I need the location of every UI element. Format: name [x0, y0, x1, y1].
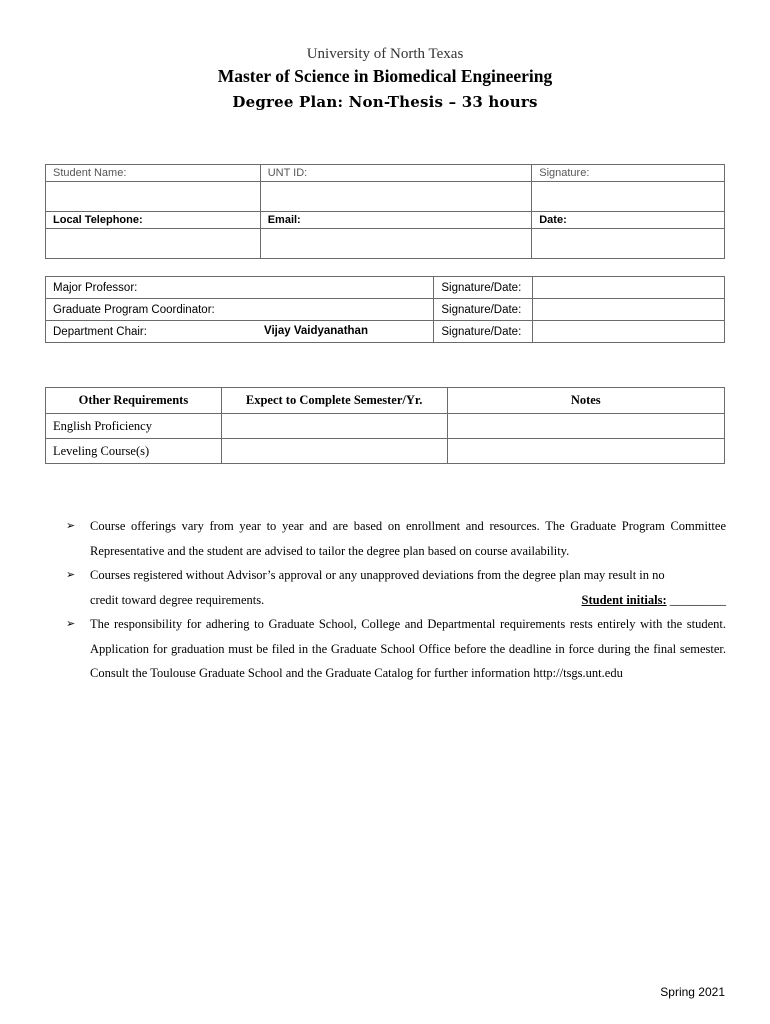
department-chair-label: Department Chair:	[53, 325, 147, 338]
approval-row	[46, 277, 725, 299]
local-telephone-label: Local Telephone:	[46, 212, 261, 229]
expect-to-complete-header: Expect to Complete Semester/Yr.	[221, 388, 447, 414]
university-name: University of North Texas	[306, 46, 464, 62]
student-initials-label: Student initials:	[581, 592, 667, 607]
arrow-bullet-icon: ➢	[66, 617, 76, 630]
local-telephone-field[interactable]	[46, 229, 261, 259]
unt-id-field[interactable]	[260, 182, 532, 212]
note-advisor-approval-cont: credit toward degree requirements.	[90, 592, 265, 607]
signature-field[interactable]	[532, 182, 725, 212]
table-row	[46, 414, 725, 439]
list-item	[66, 514, 726, 563]
other-requirements-header: Other Requirements	[46, 388, 222, 414]
email-field[interactable]	[260, 229, 532, 259]
department-chair-name: Vijay Vaidyanathan	[264, 325, 368, 337]
student-info-table	[45, 164, 725, 259]
leveling-courses-notes-field[interactable]	[447, 439, 725, 464]
signature-date-label: Signature/Date:	[434, 321, 533, 343]
list-item	[66, 612, 726, 686]
major-professor-signature-field[interactable]	[533, 277, 725, 299]
major-professor-cell	[46, 277, 434, 299]
note-responsibility: The responsibility for adhering to Graduate School, College and Departmental requirements rests entirely with the student. Application for graduation must be filed in the Graduate School Office before the deadline in force during the final semester. Consult the Toulouse Graduate School and the Graduate Catalog for further information http://tsgs.unt.edu	[90, 617, 726, 680]
department-chair-signature-field[interactable]	[533, 321, 725, 343]
leveling-courses-label: Leveling Course(s)	[46, 439, 222, 464]
arrow-bullet-icon: ➢	[66, 519, 76, 532]
signature-date-label: Signature/Date:	[434, 277, 533, 299]
department-chair-cell	[46, 321, 434, 343]
note-advisor-approval: Courses registered without Advisor’s approval or any unapproved deviations from the degree plan may result in no	[90, 568, 665, 582]
student-name-field[interactable]	[46, 182, 261, 212]
unt-id-label: UNT ID:	[260, 165, 532, 182]
date-field[interactable]	[532, 229, 725, 259]
graduate-program-coordinator-label: Graduate Program Coordinator:	[53, 303, 215, 316]
approvals-table	[45, 276, 725, 343]
footer-term: Spring 2021	[660, 985, 725, 999]
email-label: Email:	[260, 212, 532, 229]
coordinator-cell	[46, 299, 434, 321]
leveling-courses-semester-field[interactable]	[221, 439, 447, 464]
arrow-bullet-icon: ➢	[66, 568, 76, 581]
english-proficiency-label: English Proficiency	[46, 414, 222, 439]
table-row	[46, 439, 725, 464]
notes-header: Notes	[447, 388, 725, 414]
english-proficiency-notes-field[interactable]	[447, 414, 725, 439]
signature-label: Signature:	[532, 165, 725, 182]
degree-title: Master of Science in Biomedical Engineering	[217, 66, 553, 86]
list-item	[66, 563, 726, 612]
other-requirements-table	[45, 387, 725, 464]
date-label: Date:	[532, 212, 725, 229]
initials-row	[90, 588, 726, 613]
approval-row	[46, 299, 725, 321]
major-professor-label: Major Professor:	[53, 281, 138, 294]
notes-list	[66, 514, 726, 686]
student-initials-field[interactable]: _________	[669, 592, 726, 607]
student-name-label: Student Name:	[46, 165, 261, 182]
signature-date-label: Signature/Date:	[434, 299, 533, 321]
approval-row	[46, 321, 725, 343]
degree-plan-title: Degree Plan: Non-Thesis – 33 hours	[232, 93, 538, 111]
english-proficiency-semester-field[interactable]	[221, 414, 447, 439]
coordinator-signature-field[interactable]	[533, 299, 725, 321]
student-initials	[582, 588, 726, 613]
note-course-offerings: Course offerings vary from year to year and are based on enrollment and resources. The Graduate Program Committee Representative and the student are advised to tailor the degree plan based on course availability.	[90, 519, 726, 558]
